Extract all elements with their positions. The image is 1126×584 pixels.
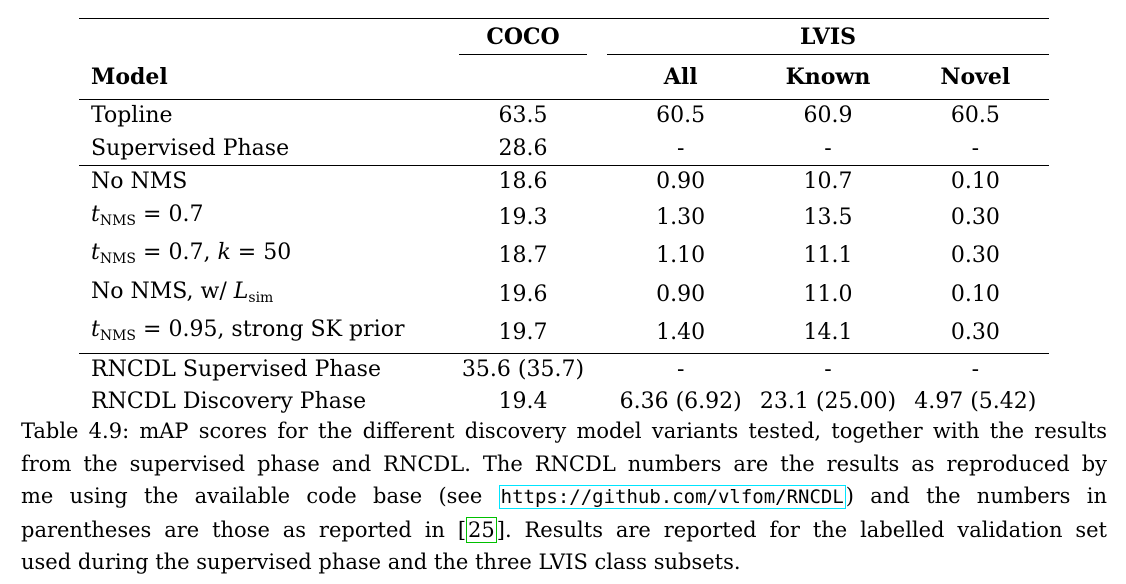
all-cell: 6.36 (6.92): [619, 389, 742, 414]
novel-column-header: Novel: [940, 64, 1011, 90]
known-cell: 23.1 (25.00): [759, 389, 897, 414]
all-cell: 1.30: [656, 204, 706, 230]
novel-cell: -: [902, 353, 1049, 386]
coco-cell: 19.7: [498, 320, 548, 345]
citation-link[interactable]: 25: [468, 517, 495, 542]
coco-group-header: COCO: [459, 19, 587, 56]
model-cell: $t_{NMS} = 0.95$, strong SK prior: [91, 317, 405, 344]
all-cell: 60.5: [607, 100, 754, 133]
model-cell: No NMS, w/ $L_{sim}$: [91, 278, 274, 306]
known-cell: 14.1: [803, 320, 853, 345]
novel-cell: 0.30: [950, 243, 1000, 268]
model-cell: RNCDL Supervised Phase: [79, 353, 459, 386]
group-header-row: [79, 19, 1049, 56]
coco-cell: 19.6: [498, 281, 548, 307]
all-cell: 1.40: [656, 320, 706, 345]
coco-cell: 18.6: [459, 166, 587, 199]
table-caption: [21, 415, 1107, 579]
novel-cell: 0.30: [950, 320, 1000, 345]
results-table-container: [79, 18, 1049, 419]
table-row: [79, 166, 1049, 199]
all-cell: 1.10: [656, 243, 706, 268]
all-cell: 0.90: [656, 281, 706, 307]
coco-cell: 18.7: [498, 243, 548, 268]
known-cell: 11.1: [803, 243, 853, 268]
model-cell: Supervised Phase: [91, 135, 290, 161]
code-base-link[interactable]: https://github.com/vlfom/RNCDL: [500, 486, 844, 508]
caption-line: Table 4.9: mAP scores for the different discovery model variants tested, together with the results: [21, 419, 1107, 443]
known-cell: -: [754, 353, 901, 386]
table-row: [79, 133, 1049, 166]
known-cell: -: [824, 135, 832, 161]
model-cell: $t_{NMS} = 0.7$, k = 50: [91, 240, 292, 267]
model-cell: Topline: [79, 100, 459, 133]
table-row: [79, 314, 1049, 353]
table-row: [79, 353, 1049, 386]
lvis-group-header: LVIS: [607, 19, 1049, 56]
table-row: [79, 237, 1049, 276]
known-cell: 11.0: [803, 281, 853, 307]
model-cell: No NMS: [79, 166, 459, 199]
table-row: [79, 386, 1049, 419]
novel-cell: -: [971, 135, 980, 161]
all-column-header: All: [663, 64, 698, 90]
all-cell: -: [607, 353, 754, 386]
coco-cell: 19.4: [498, 389, 548, 414]
novel-cell: 60.5: [902, 100, 1049, 133]
table-row: [79, 100, 1049, 133]
novel-cell: 4.97 (5.42): [914, 389, 1037, 414]
known-cell: 60.9: [754, 100, 901, 133]
known-cell: 13.5: [803, 204, 853, 230]
novel-cell: 0.30: [950, 204, 1000, 230]
model-cell: $t_{NMS} = 0.7$: [91, 201, 204, 229]
table-row: [79, 276, 1049, 315]
coco-cell: 19.3: [498, 204, 548, 230]
caption-line: from the supervised phase and RNCDL. The RNCDL numbers are the results as reproduced by: [21, 451, 1107, 476]
model-column-header: Model: [91, 64, 168, 90]
coco-cell: 63.5: [459, 100, 587, 133]
known-cell: 10.7: [754, 166, 901, 199]
model-cell: RNCDL Discovery Phase: [91, 389, 367, 414]
column-header-row: [79, 55, 1049, 100]
caption-line: parentheses are those as reported in [25]. Results are reported for the labelled validation set: [21, 517, 1107, 542]
coco-cell: 28.6: [498, 135, 548, 161]
coco-cell: 35.6 (35.7): [459, 353, 587, 386]
table-row: [79, 199, 1049, 238]
all-cell: 0.90: [607, 166, 754, 199]
known-column-header: Known: [785, 64, 871, 90]
all-cell: -: [676, 135, 685, 161]
caption-line: me using the available code base (see https://github.com/vlfom/RNCDL) and the numbers in: [21, 484, 1108, 508]
caption-line: used during the supervised phase and the three LVIS class subsets.: [21, 550, 741, 574]
novel-cell: 0.10: [902, 166, 1049, 199]
results-table: [79, 18, 1049, 419]
novel-cell: 0.10: [950, 281, 1000, 307]
